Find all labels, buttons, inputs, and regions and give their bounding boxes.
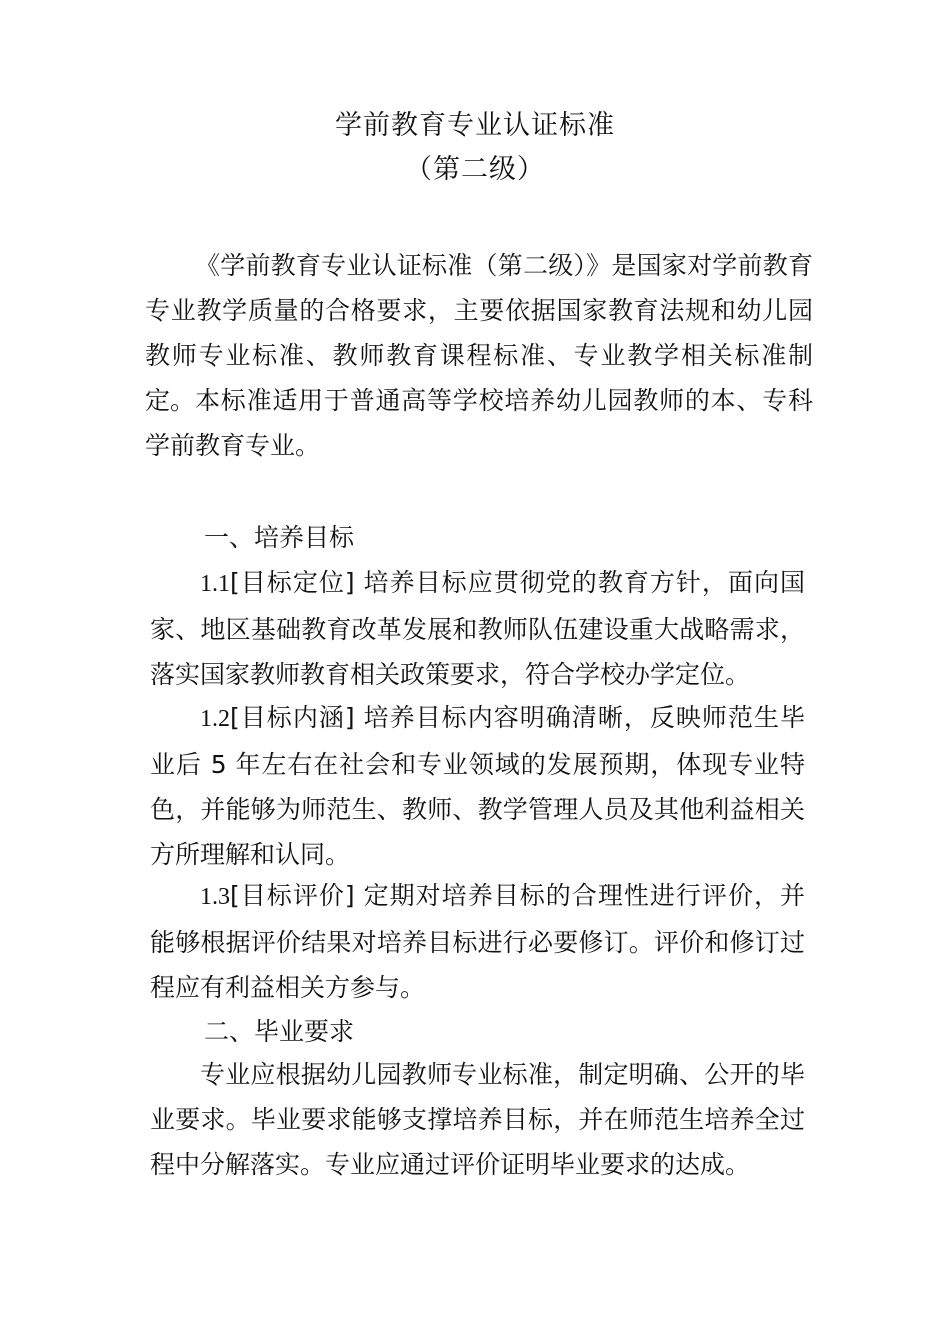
section-1-heading: 一、培养目标: [204, 523, 355, 552]
document-title: 学前教育专业认证标准: [335, 110, 615, 141]
document-subtitle: （第二级）: [405, 154, 545, 185]
item-1-1-label: [目标定位]: [230, 568, 355, 597]
item-1-3-number: 1.3: [200, 884, 230, 910]
item-1-3: [150, 873, 805, 1010]
item-1-1: [150, 560, 805, 697]
section-2-paragraph: 专业应根据幼儿园教师专业标准，制定明确、公开的毕业要求。毕业要求能够支撑培养目标，并在师范生培养全过程中分解落实。专业应通过评价证明毕业要求的达成。: [150, 1060, 805, 1179]
intro-paragraph-2: 本标准适用于普通高等学校培养幼儿园教师的本、专科学前教育专业。: [145, 386, 813, 460]
item-1-2-label: [目标内涵]: [230, 703, 355, 732]
item-1-3-text: 定期对培养目标的合理性进行评价，并能够根据评价结果对培养目标进行必要修订。评价和修订过程应有利益相关方参与。: [150, 881, 805, 1002]
intro-paragraph-1: 《学前教育专业认证标准（第二级）》是国家对学前教育专业教学质量的合格要求，主要依据国家教育法规和幼儿园教师专业标准、教师教育课程标准、专业教学相关标准制定。: [145, 251, 813, 415]
item-1-1-number: 1.1: [200, 571, 230, 597]
item-1-2: [150, 695, 805, 877]
item-1-2-number: 1.2: [200, 706, 230, 732]
item-1-1-text: 培养目标应贯彻党的教育方针，面向国家、地区基础教育改革发展和教师队伍建设重大战略需求，落实国家教师教育相关政策要求，符合学校办学定位。: [150, 568, 805, 689]
section-2-heading: 二、毕业要求: [204, 1017, 355, 1046]
item-1-2-text: 培养目标内容明确清晰，反映师范生毕业后 5 年左右在社会和专业领域的发展预期，体现专业特色，并能够为师范生、教师、教学管理人员及其他利益相关方所理解和认同。: [150, 703, 805, 869]
item-1-3-label: [目标评价]: [230, 881, 355, 910]
